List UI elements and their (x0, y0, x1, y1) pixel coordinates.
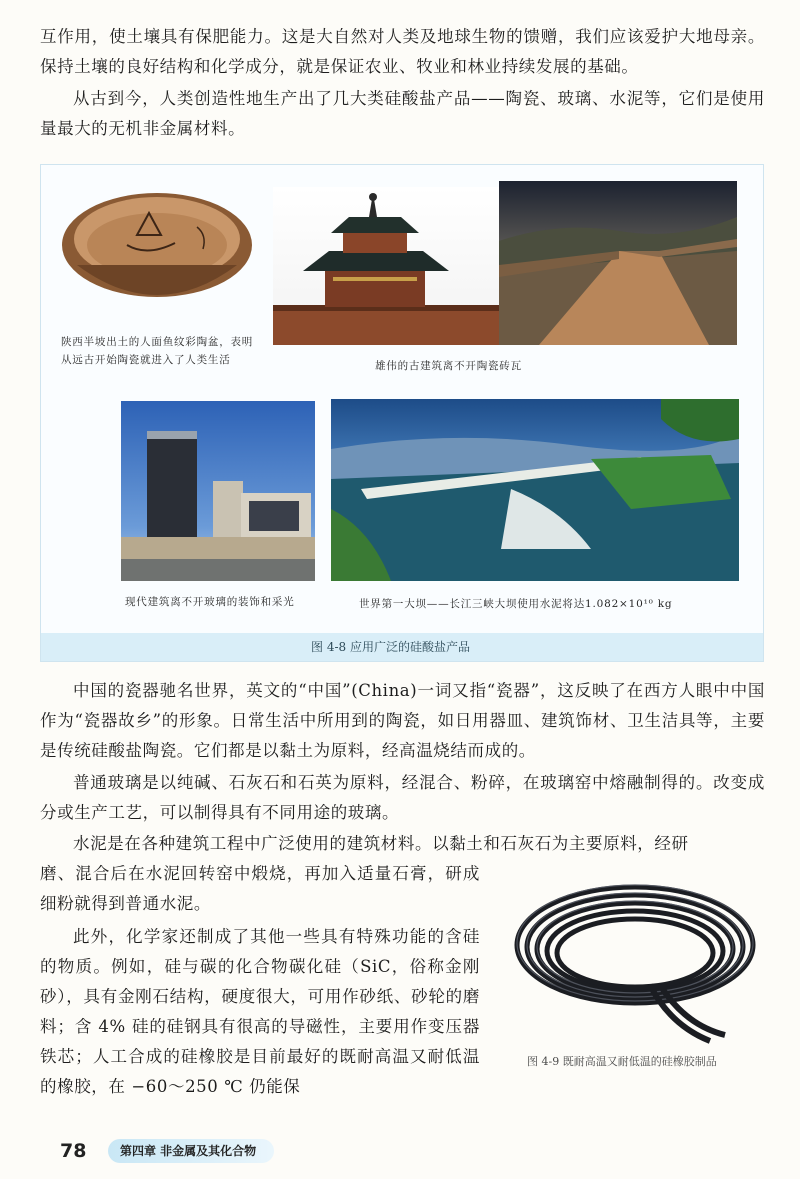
figure-4-8 (40, 164, 764, 662)
dam-caption: 世界第一大坝——长江三峡大坝使用水泥将达1.082×10¹⁰ kg (359, 598, 673, 610)
paragraph-glass: 普通玻璃是以纯碱、石灰石和石英为原料，经混合、粉碎，在玻璃窑中熔融制得的。改变成分或生产工艺，可以制得具有不同用途的玻璃。 (40, 773, 765, 822)
figure-4-8-caption: 图 4-8 应用广泛的硅酸盐产品 (41, 633, 763, 661)
figure-4-9-caption: 图 4-9 既耐高温又耐低温的硅橡胶制品 (527, 1055, 717, 1068)
glass-buildings-image (121, 401, 315, 581)
chapter-label: 第四章 非金属及其化合物 (108, 1139, 274, 1163)
paragraph-silicate-intro: 从古到今，人类创造性地生产出了几大类硅酸盐产品——陶瓷、玻璃、水泥等，它们是使用量最大的无机非金属材料。 (40, 89, 765, 138)
paragraph-porcelain: 中国的瓷器驰名世界，英文的“中国”(China)一词又指“瓷器”，这反映了在西方人眼中中国作为“瓷器故乡”的形象。日常生活中所用到的陶瓷，如日用器皿、建筑饰材、卫生洁具等，主要是传统硅酸盐陶瓷。它们都是以黏土为原料，经高温烧结而成的。 (40, 681, 765, 760)
paragraph-soil: 互作用，使土壤具有保肥能力。这是大自然对人类及地球生物的馈赠，我们应该爱护大地母亲。保持土壤的良好结构和化学成分，就是保证农业、牧业和林业持续发展的基础。 (40, 27, 765, 76)
paragraph-special-silicon: 此外，化学家还制成了其他一些具有特殊功能的含硅的物质。例如，硅与碳的化合物碳化硅（SiC，俗称金刚砂），具有金刚石结构，硬度很大，可用作砂纸、砂轮的磨料；含 4% 硅的硅钢具有很高的导磁性，主要用作变压器铁芯；人工合成的硅橡胶是目前最好的既耐高温又耐低温的橡胶，在 −60～250 ℃ 仍能保 (40, 927, 480, 1096)
paragraph-cement-rest: 磨、混合后在水泥回转窑中煅烧，再加入适量石膏，研成细粉就得到普通水泥。 (40, 864, 480, 913)
pottery-basin-image (57, 175, 257, 325)
page-number: 78 (60, 1140, 87, 1162)
great-wall-image (499, 181, 737, 345)
ancient-building-caption: 雄伟的古建筑离不开陶瓷砖瓦 (375, 360, 522, 372)
three-gorges-dam-image (331, 399, 739, 581)
silicone-rubber-coil-image (510, 875, 760, 1055)
paragraph-cement-line1: 水泥是在各种建筑工程中广泛使用的建筑材料。以黏土和石灰石为主要原料，经研 (73, 834, 689, 853)
glass-caption: 现代建筑离不开玻璃的装饰和采光 (125, 596, 295, 608)
ancient-building-image (273, 187, 499, 345)
pottery-caption: 陕西半坡出土的人面鱼纹彩陶盆，表明从远古开始陶瓷就进入了人类生活 (61, 336, 254, 366)
